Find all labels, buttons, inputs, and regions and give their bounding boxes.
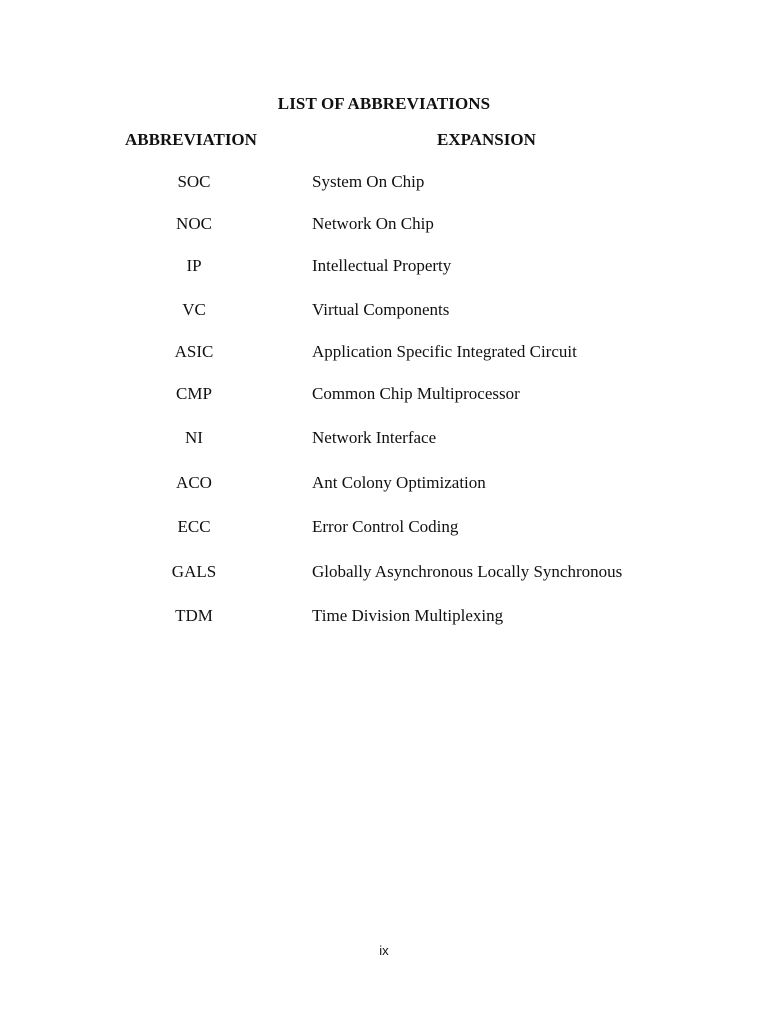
abbreviation-cell: ECC [177,517,211,536]
abbreviation-row [0,172,768,194]
expansion-cell: Intellectual Property [312,256,452,275]
abbreviation-cell: ASIC [174,342,214,361]
abbreviation-row [0,428,768,450]
abbreviation-row [0,256,768,278]
expansion-cell: Network Interface [312,428,437,447]
abbreviation-cell: NOC [176,214,212,233]
abbreviation-row [0,214,768,236]
abbreviation-cell: GALS [171,562,217,581]
expansion-cell: Network On Chip [312,214,434,233]
abbreviation-row [0,384,768,406]
abbreviation-row [0,342,768,364]
abbreviation-cell: SOC [177,172,211,191]
abbreviation-cell: VC [182,300,206,319]
expansion-cell: Globally Asynchronous Locally Synchronous [312,562,623,581]
expansion-cell: System On Chip [312,172,425,191]
abbreviation-row [0,562,768,584]
abbreviation-column-header: ABBREVIATION [125,130,257,149]
abbreviation-cell: TDM [175,606,213,625]
page-title: LIST OF ABBREVIATIONS [277,94,491,113]
expansion-cell: Time Division Multiplexing [312,606,504,625]
abbreviation-cell: CMP [176,384,212,403]
abbreviation-cell: NI [185,428,203,447]
expansion-cell: Virtual Components [312,300,450,319]
expansion-cell: Error Control Coding [312,517,459,536]
expansion-column-header: EXPANSION [437,130,536,149]
expansion-cell: Common Chip Multiprocessor [312,384,520,403]
abbreviation-row [0,300,768,322]
page-number: ix [379,943,389,958]
expansion-cell: Application Specific Integrated Circuit [312,342,577,361]
abbreviation-cell: IP [186,256,202,275]
abbreviation-row [0,517,768,539]
expansion-cell: Ant Colony Optimization [312,473,486,492]
abbreviation-row [0,606,768,628]
abbreviation-row [0,473,768,495]
abbreviation-cell: ACO [176,473,212,492]
